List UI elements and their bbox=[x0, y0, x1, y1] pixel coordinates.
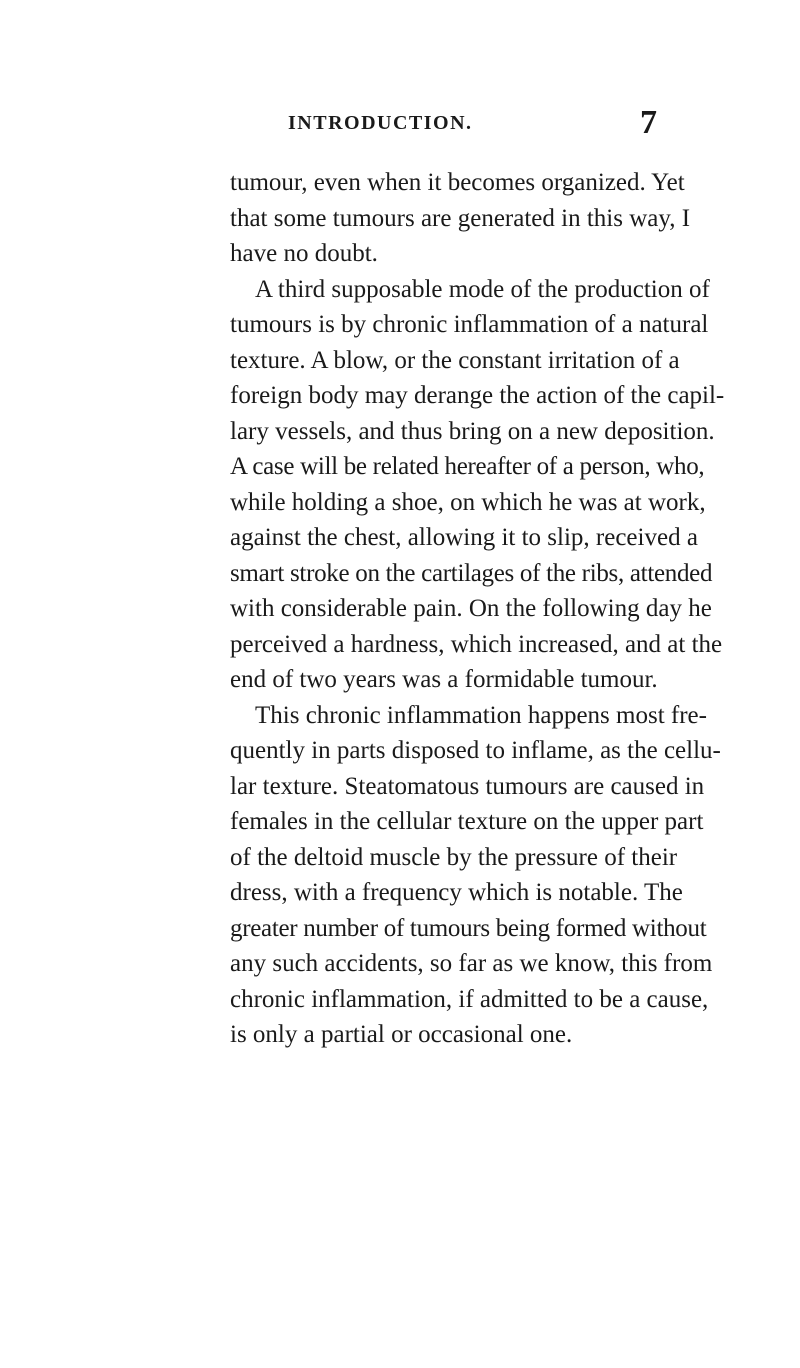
text-line: that some tumours are generated in this way, I bbox=[230, 204, 691, 232]
running-title: INTRODUCTION. bbox=[288, 112, 473, 134]
text-line: of the deltoid muscle by the pressure of their bbox=[230, 843, 678, 871]
text-line: A case will be related hereafter of a person, who, bbox=[230, 453, 705, 480]
text-line: foreign body may derange the action of the capil- bbox=[230, 382, 725, 409]
text-line: chronic inflammation, if admitted to be a cause, bbox=[230, 985, 709, 1013]
text-line: tumours is by chronic inflammation of a natural bbox=[230, 311, 709, 338]
text-line: any such accidents, so far as we know, this from bbox=[230, 950, 713, 977]
text-line: This chronic inflammation happens most fre- bbox=[255, 701, 707, 729]
body-text bbox=[230, 165, 725, 1053]
text-line: texture. A blow, or the constant irritation of a bbox=[230, 346, 680, 374]
text-line: quently in parts disposed to inflame, as the cellu- bbox=[230, 737, 721, 764]
text-line: have no doubt. bbox=[230, 240, 378, 267]
text-line: lary vessels, and thus bring on a new deposition. bbox=[230, 417, 715, 445]
text-line: females in the cellular texture on the upper part bbox=[230, 808, 704, 835]
text-line: perceived a hardness, which increased, and at the bbox=[230, 630, 723, 658]
running-head bbox=[0, 104, 800, 142]
text-line: is only a partial or occasional one. bbox=[230, 1021, 573, 1048]
text-line: A third supposable mode of the production of bbox=[255, 275, 710, 303]
page-number: 7 bbox=[640, 104, 657, 141]
text-line: against the chest, allowing it to slip, received a bbox=[230, 524, 698, 551]
text-line: greater number of tumours being formed without bbox=[230, 914, 707, 942]
text-line: lar texture. Steatomatous tumours are caused in bbox=[230, 772, 705, 800]
text-line: dress, with a frequency which is notable. The bbox=[230, 879, 683, 906]
text-line: while holding a shoe, on which he was at work, bbox=[230, 488, 706, 516]
text-line: with considerable pain. On the following day he bbox=[230, 595, 712, 622]
text-line: end of two years was a formidable tumour. bbox=[230, 666, 658, 693]
text-line: smart stroke on the cartilages of the ribs, attended bbox=[230, 559, 713, 587]
text-line: tumour, even when it becomes organized. Yet bbox=[230, 169, 685, 196]
